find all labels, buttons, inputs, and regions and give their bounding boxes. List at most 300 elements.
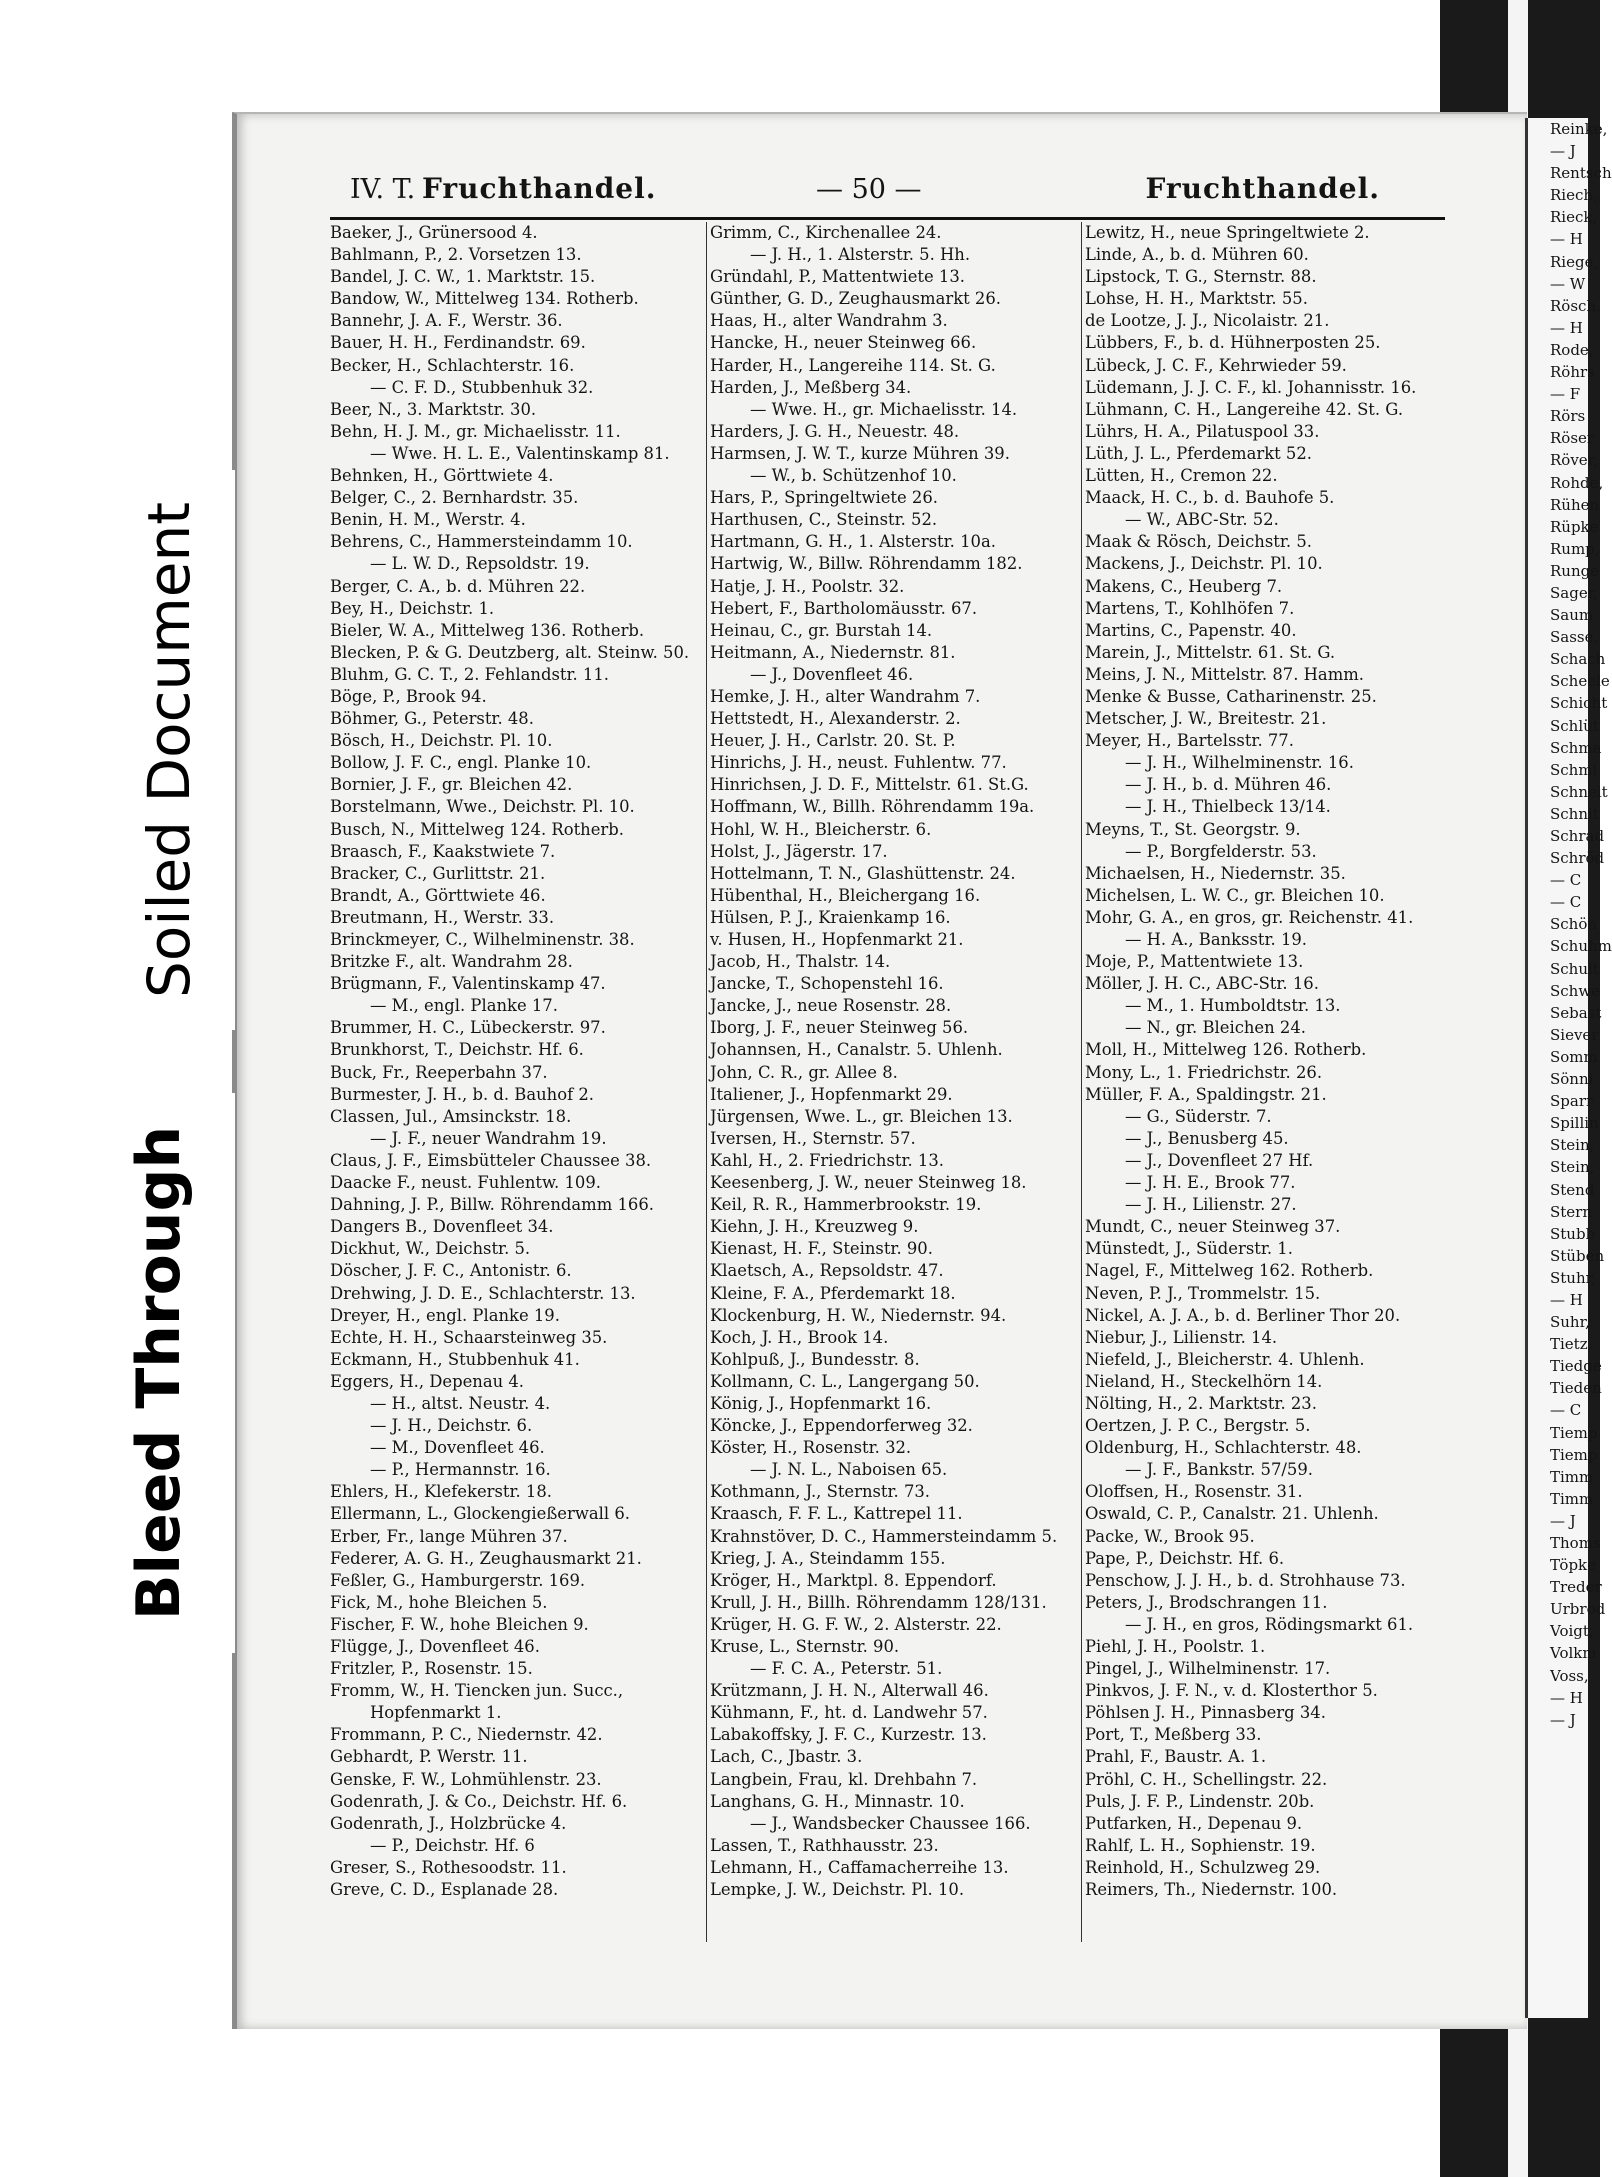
next-page-entry: Thoms: [1550, 1534, 1601, 1552]
directory-entry: Braasch, F., Kaakstwiete 7.: [330, 841, 556, 861]
next-page-entry: — C: [1550, 871, 1582, 890]
directory-entry: Echte, H. H., Schaarsteinweg 35.: [330, 1327, 608, 1347]
directory-entry: Koch, J. H., Brook 14.: [710, 1327, 889, 1347]
directory-entry: Lach, C., Jbastr. 3.: [710, 1747, 863, 1767]
directory-entry: Maack, H. C., b. d. Bauhofe 5.: [1085, 488, 1335, 508]
next-page-entry: Tiemp: [1550, 1445, 1598, 1464]
directory-entry: Nölting, H., 2. Marktstr. 23.: [1085, 1393, 1317, 1413]
directory-entry: — J. H., b. d. Mühren 46.: [1125, 775, 1332, 795]
next-page-entry: Rörs: [1550, 407, 1586, 426]
directory-entry: Oswald, C. P., Canalstr. 21. Uhlenh.: [1085, 1504, 1379, 1524]
directory-entry: Lübeck, J. C. F., Kehrwieder 59.: [1085, 355, 1347, 375]
next-page-entry: Schneit: [1550, 782, 1608, 801]
next-page-entry: Schlüt: [1550, 716, 1599, 735]
directory-entry: Gründahl, P., Mattentwiete 13.: [710, 267, 965, 287]
directory-entry: — G., Süderstr. 7.: [1125, 1106, 1272, 1126]
directory-entry: — J. H., Thielbeck 13/14.: [1125, 797, 1331, 817]
directory-entry: Lohse, H. H., Marktstr. 55.: [1085, 289, 1308, 309]
next-page-entry: Rump,: [1550, 539, 1600, 558]
directory-entry: Lühmann, C. H., Langereihe 42. St. G.: [1085, 399, 1404, 419]
directory-entry: Martins, C., Papenstr. 40.: [1085, 620, 1297, 640]
next-page-entry: Somm: [1550, 1047, 1598, 1066]
directory-entry: Böhmer, G., Peterstr. 48.: [330, 709, 534, 729]
directory-entry: — Wwe. H. L. E., Valentinskamp 81.: [370, 443, 670, 463]
next-page-entry: Saum: [1550, 606, 1594, 625]
directory-entry: Brummer, H. C., Lübeckerstr. 97.: [330, 1018, 606, 1038]
directory-entry: Linde, A., b. d. Mühren 60.: [1085, 245, 1309, 265]
directory-entry: Lehmann, H., Caffamacherreihe 13.: [710, 1857, 1009, 1877]
directory-entry: Johannsen, H., Canalstr. 5. Uhlenh.: [710, 1040, 1003, 1060]
directory-entry: Bey, H., Deichstr. 1.: [330, 598, 495, 618]
directory-entry: — J. N. L., Naboisen 65.: [750, 1460, 948, 1480]
directory-entry: Michelsen, L. W. C., gr. Bleichen 10.: [1085, 885, 1385, 905]
header-rule: [330, 217, 1445, 220]
directory-entry: Breutmann, H., Werstr. 33.: [330, 907, 555, 927]
next-page-entry: Rentsch: [1550, 164, 1612, 183]
directory-entry: Lübbers, F., b. d. Hühnerposten 25.: [1085, 333, 1381, 353]
directory-entry: Hebert, F., Bartholomäusstr. 67.: [710, 598, 978, 618]
next-page-entry: Siever: [1550, 1025, 1599, 1044]
directory-entry: Gebhardt, P. Werstr. 11.: [330, 1747, 528, 1767]
directory-entry: Frommann, P. C., Niedernstr. 42.: [330, 1725, 603, 1745]
next-page-entry: — F: [1550, 385, 1581, 404]
directory-entry: Kruse, L., Sternstr. 90.: [710, 1637, 900, 1656]
next-page-entry: — C: [1550, 1401, 1582, 1420]
directory-entry: Brunkhorst, T., Deichstr. Hf. 6.: [330, 1040, 584, 1060]
directory-entry: Kraasch, F. F. L., Kattrepel 11.: [710, 1504, 963, 1524]
directory-entry: — P., Hermannstr. 16.: [370, 1460, 551, 1480]
directory-entry: Behnken, H., Görttwiete 4.: [330, 466, 554, 486]
directory-entry: Pape, P., Deichstr. Hf. 6.: [1085, 1548, 1285, 1568]
next-page-entry: Schön: [1550, 915, 1598, 934]
directory-entry: Langhans, G. H., Minnastr. 10.: [710, 1791, 965, 1811]
next-page-entry: Röser: [1550, 429, 1595, 448]
directory-entry: Bornier, J. F., gr. Bleichen 42.: [330, 775, 573, 795]
directory-entry: Grimm, C., Kirchenallee 24.: [710, 223, 942, 242]
directory-entry: Meins, J. N., Mittelstr. 87. Hamm.: [1085, 664, 1364, 684]
directory-entry: Putfarken, H., Depenau 9.: [1085, 1813, 1303, 1833]
directory-entry: Nieland, H., Steckelhörn 14.: [1085, 1371, 1323, 1391]
next-page-entry: Röver,: [1550, 451, 1598, 470]
directory-entry: Flügge, J., Dovenfleet 46.: [330, 1637, 540, 1656]
directory-entry: Böge, P., Brook 94.: [330, 686, 487, 706]
directory-entry: Hinrichsen, J. D. F., Mittelstr. 61. St.G.: [710, 775, 1029, 795]
directory-entry: Greve, C. D., Esplanade 28.: [330, 1880, 559, 1900]
directory-entry: Bahlmann, P., 2. Vorsetzen 13.: [330, 245, 582, 265]
next-page-entry: Röhrs: [1550, 363, 1595, 382]
directory-entry: Jürgensen, Wwe. L., gr. Bleichen 13.: [710, 1106, 1013, 1126]
directory-entry: Pöhlsen J. H., Pinnasberg 34.: [1085, 1703, 1326, 1723]
directory-entry: Burmester, J. H., b. d. Bauhof 2.: [330, 1084, 595, 1104]
next-page-entry: Stein,: [1550, 1158, 1595, 1177]
directory-entry: Dangers B., Dovenfleet 34.: [330, 1217, 554, 1237]
section-marker: IV. T.: [350, 174, 416, 205]
directory-entry: Möller, J. H. C., ABC-Str. 16.: [1085, 974, 1319, 994]
next-page-entry: Sager,: [1550, 583, 1598, 602]
directory-entry: Belger, C., 2. Bernhardstr. 35.: [330, 488, 579, 508]
directory-entry: Behrens, C., Hammersteindamm 10.: [330, 532, 633, 552]
next-page-entry: Scheele: [1550, 672, 1610, 691]
next-page-entry: Stein,: [1550, 1136, 1595, 1155]
directory-entry: Jancke, J., neue Rosenstr. 28.: [710, 996, 952, 1016]
directory-entry: Eggers, H., Depenau 4.: [330, 1371, 525, 1391]
directory-entry: — W., ABC-Str. 52.: [1125, 510, 1279, 530]
next-page-entry: Reinke,: [1550, 120, 1608, 138]
next-page-entry: Schrad: [1550, 827, 1605, 845]
next-page-entry: Schwe: [1550, 981, 1601, 1000]
directory-entry: Hartmann, G. H., 1. Alsterstr. 10a.: [710, 532, 996, 552]
directory-entry: Lüth, J. L., Pferdemarkt 52.: [1085, 443, 1313, 463]
next-page-entry: Tietz,: [1550, 1335, 1593, 1354]
entries-column-3: [1085, 222, 1445, 1982]
directory-entry: Behn, H. J. M., gr. Michaelisstr. 11.: [330, 421, 621, 441]
directory-entry: Hoffmann, W., Billh. Röhrendamm 19a.: [710, 797, 1035, 817]
directory-entry: Penschow, J. J. H., b. d. Strohhause 73.: [1085, 1570, 1406, 1590]
page-header: [350, 170, 1380, 216]
directory-entry: Krüger, H. G. F. W., 2. Alsterstr. 22.: [710, 1614, 1002, 1634]
directory-entry: Klaetsch, A., Repsoldstr. 47.: [710, 1261, 944, 1281]
directory-entry: Klockenburg, H. W., Niedernstr. 94.: [710, 1305, 1007, 1325]
directory-entry: Daacke F., neust. Fuhlentw. 109.: [330, 1173, 601, 1193]
next-page-entry: Rohde,: [1550, 473, 1604, 492]
directory-entry: König, J., Hopfenmarkt 16.: [710, 1393, 932, 1413]
next-page-entry: Rüpke: [1550, 517, 1599, 536]
next-page-entry: Rösch,: [1550, 296, 1601, 315]
directory-entry: Greser, S., Rothesoodstr. 11.: [330, 1857, 567, 1877]
directory-entry: Italiener, J., Hopfenmarkt 29.: [710, 1084, 953, 1104]
bleed-through-text: Bleed Through: [124, 1125, 194, 1621]
directory-entry: Federer, A. G. H., Zeughausmarkt 21.: [330, 1548, 642, 1568]
directory-entry: Hartwig, W., Billw. Röhrendamm 182.: [710, 554, 1023, 574]
directory-entry: Meyns, T., St. Georgstr. 9.: [1085, 819, 1301, 839]
directory-entry: Hars, P., Springeltwiete 26.: [710, 488, 938, 508]
directory-entry: Moje, P., Mattentwiete 13.: [1085, 952, 1304, 972]
next-page-entry: — H: [1550, 1688, 1583, 1707]
next-page-entry: — H: [1550, 318, 1583, 337]
directory-entry: Kothmann, J., Sternstr. 73.: [710, 1482, 931, 1502]
next-page-entry: Stern: [1550, 1202, 1593, 1221]
directory-entry: Bandel, J. C. W., 1. Marktstr. 15.: [330, 267, 596, 287]
directory-entry: — J. H., Lilienstr. 27.: [1125, 1195, 1297, 1215]
directory-entry: Fritzler, P., Rosenstr. 15.: [330, 1659, 533, 1679]
directory-entry: Köncke, J., Eppendorferweg 32.: [710, 1416, 973, 1436]
directory-entry: Dickhut, W., Deichstr. 5.: [330, 1239, 531, 1259]
directory-entry: Müller, F. A., Spaldingstr. 21.: [1085, 1084, 1327, 1104]
directory-entry: — J. H. E., Brook 77.: [1125, 1173, 1296, 1193]
directory-entry: Berger, C. A., b. d. Mühren 22.: [330, 576, 586, 596]
directory-entry: Harmsen, J. W. T., kurze Mühren 39.: [710, 443, 1010, 463]
header-title-left: Fruchthandel.: [422, 172, 657, 205]
directory-entry: — F. C. A., Peterstr. 51.: [750, 1659, 943, 1679]
directory-entry: Dreyer, H., engl. Planke 19.: [330, 1305, 560, 1325]
next-page-entry: Stend: [1550, 1180, 1595, 1199]
next-page-entry: — W: [1550, 274, 1586, 293]
next-page-entry: — H: [1550, 230, 1583, 249]
directory-entry: Lührs, H. A., Pilatuspool 33.: [1085, 421, 1320, 441]
next-page-entry: Schuhm: [1550, 937, 1612, 956]
directory-entry: Hopfenmarkt 1.: [370, 1703, 502, 1723]
directory-entry: Bandow, W., Mittelweg 134. Rotherb.: [330, 289, 639, 309]
directory-entry: Hemke, J. H., alter Wandrahm 7.: [710, 686, 981, 706]
directory-entry: Hülsen, P. J., Kraienkamp 16.: [710, 907, 951, 927]
next-page-entry: Schröd: [1550, 849, 1605, 868]
directory-entry: Fromm, W., H. Tiencken jun. Succ.,: [330, 1681, 624, 1701]
directory-entry: Bracker, C., Gurlittstr. 21.: [330, 863, 546, 883]
directory-entry: Brügmann, F., Valentinskamp 47.: [330, 974, 606, 994]
next-page-entry: Urbrod: [1550, 1600, 1606, 1619]
next-page-entry: Schach: [1550, 650, 1606, 669]
entries-column-1: [330, 222, 710, 1982]
directory-entry: Kröger, H., Marktpl. 8. Eppendorf.: [710, 1570, 997, 1590]
directory-entry: Keil, R. R., Hammerbrookstr. 19.: [710, 1195, 982, 1215]
next-page-entry: Rieck,: [1550, 208, 1598, 227]
directory-entry: — H., altst. Neustr. 4.: [370, 1393, 551, 1413]
directory-entry: Blecken, P. & G. Deutzberg, alt. Steinw. 50.: [330, 642, 690, 662]
directory-entry: John, C. R., gr. Allee 8.: [710, 1062, 898, 1082]
directory-entry: Menke & Busse, Catharinenstr. 25.: [1085, 686, 1377, 706]
directory-entry: Borstelmann, Wwe., Deichstr. Pl. 10.: [330, 797, 635, 817]
directory-entry: Bannehr, J. A. F., Werstr. 36.: [330, 311, 563, 331]
next-page-entry: Voigt,: [1550, 1622, 1594, 1641]
directory-entry: — Wwe. H., gr. Michaelisstr. 14.: [750, 399, 1018, 419]
directory-entry: Marein, J., Mittelstr. 61. St. G.: [1085, 642, 1336, 662]
directory-entry: Krahnstöver, D. C., Hammersteindamm 5.: [710, 1526, 1058, 1546]
directory-entry: Bluhm, G. C. T., 2. Fehlandstr. 11.: [330, 664, 609, 684]
directory-entry: Classen, Jul., Amsinckstr. 18.: [330, 1106, 572, 1126]
directory-entry: Lütten, H., Cremon 22.: [1085, 466, 1278, 486]
directory-entry: Feßler, G., Hamburgerstr. 169.: [330, 1570, 586, 1590]
next-page-entry: Sönni: [1550, 1070, 1594, 1089]
directory-entry: Hettstedt, H., Alexanderstr. 2.: [710, 709, 961, 729]
directory-entry: v. Husen, H., Hopfenmarkt 21.: [710, 930, 964, 949]
directory-entry: — L. W. D., Repsoldstr. 19.: [370, 554, 590, 574]
next-page-entry: Schmi: [1550, 760, 1598, 779]
directory-entry: Fischer, F. W., hohe Bleichen 9.: [330, 1614, 589, 1634]
next-page-entry: Schma: [1550, 738, 1602, 757]
next-page-entry: — H: [1550, 1290, 1583, 1309]
directory-entry: Bauer, H. H., Ferdinandstr. 69.: [330, 333, 586, 353]
directory-entry: Prahl, F., Baustr. A. 1.: [1085, 1747, 1267, 1767]
directory-entry: Heuer, J. H., Carlstr. 20. St. P.: [710, 731, 956, 751]
directory-entry: Mundt, C., neuer Steinweg 37.: [1085, 1217, 1341, 1237]
directory-entry: Metscher, J. W., Breitestr. 21.: [1085, 709, 1327, 729]
directory-entry: Harden, J., Meßberg 34.: [710, 377, 912, 397]
next-page-entry: Runge: [1550, 561, 1600, 580]
directory-entry: Piehl, J. H., Poolstr. 1.: [1085, 1637, 1266, 1656]
directory-entry: Port, T., Meßberg 33.: [1085, 1725, 1262, 1745]
directory-entry: Harthusen, C., Steinstr. 52.: [710, 510, 938, 530]
directory-entry: Harder, H., Langereihe 114. St. G.: [710, 355, 996, 375]
next-page-entry: — J: [1550, 1710, 1576, 1729]
directory-entry: Michaelsen, H., Niedernstr. 35.: [1085, 863, 1346, 883]
directory-entry: Lewitz, H., neue Springeltwiete 2.: [1085, 223, 1370, 242]
directory-entry: — J. F., Bankstr. 57/59.: [1125, 1460, 1313, 1480]
directory-entry: Bösch, H., Deichstr. Pl. 10.: [330, 731, 553, 751]
directory-entry: — N., gr. Bleichen 24.: [1125, 1018, 1306, 1038]
directory-entry: Nickel, A. J. A., b. d. Berliner Thor 20.: [1085, 1305, 1401, 1325]
next-page-entry: — C: [1550, 893, 1582, 912]
directory-entry: Mackens, J., Deichstr. Pl. 10.: [1085, 554, 1323, 574]
directory-entry: Brandt, A., Görttwiete 46.: [330, 885, 546, 905]
bleed-through-label: [83, 1093, 235, 1653]
next-page-entry: Rühen: [1550, 495, 1600, 514]
directory-entry: Heinau, C., gr. Burstah 14.: [710, 620, 933, 640]
directory-entry: — C. F. D., Stubbenhuk 32.: [370, 377, 594, 397]
directory-entry: Eckmann, H., Stubbenhuk 41.: [330, 1349, 580, 1369]
directory-entry: Hancke, H., neuer Steinweg 66.: [710, 333, 977, 353]
directory-entry: — J. H., en gros, Rödingsmarkt 61.: [1125, 1614, 1414, 1634]
directory-entry: Jancke, T., Schopenstehl 16.: [710, 974, 944, 994]
directory-entry: Busch, N., Mittelweg 124. Rotherb.: [330, 819, 624, 839]
directory-entry: Köster, H., Rosenstr. 32.: [710, 1438, 912, 1458]
next-page-entry: Tiemp: [1550, 1423, 1598, 1442]
directory-entry: Moll, H., Mittelweg 126. Rotherb.: [1085, 1040, 1367, 1060]
directory-entry: — J. H., Deichstr. 6.: [370, 1416, 533, 1436]
directory-entry: Packe, W., Brook 95.: [1085, 1526, 1255, 1546]
directory-entry: — J. H., 1. Alsterstr. 5. Hh.: [750, 245, 971, 265]
directory-entry: Labakoffsky, J. F. C., Kurzestr. 13.: [710, 1725, 987, 1745]
directory-entry: Benin, H. M., Werstr. 4.: [330, 510, 526, 530]
directory-entry: Genske, F. W., Lohmühlenstr. 23.: [330, 1769, 602, 1789]
directory-entry: Lempke, J. W., Deichstr. Pl. 10.: [710, 1880, 965, 1900]
directory-entry: Langbein, Frau, kl. Drehbahn 7.: [710, 1769, 978, 1789]
directory-entry: — M., Dovenfleet 46.: [370, 1438, 545, 1458]
entries-column-2: [710, 222, 1078, 1982]
directory-entry: Lüdemann, J. J. C. F., kl. Johannisstr. 16.: [1085, 377, 1417, 397]
soiled-document-label: [103, 470, 235, 1030]
header-title-right: Fruchthandel.: [1145, 172, 1380, 205]
directory-entry: Erber, Fr., lange Mühren 37.: [330, 1526, 568, 1546]
directory-entry: Maak & Rösch, Deichstr. 5.: [1085, 532, 1312, 552]
directory-entry: — J. H., Wilhelminenstr. 16.: [1125, 753, 1354, 773]
directory-entry: — J. F., neuer Wandrahm 19.: [370, 1128, 607, 1148]
directory-entry: Kollmann, C. L., Langergang 50.: [710, 1371, 980, 1391]
directory-entry: Kiehn, J. H., Kreuzweg 9.: [710, 1217, 919, 1237]
directory-entry: Reimers, Th., Niedernstr. 100.: [1085, 1880, 1338, 1900]
directory-entry: Pinkvos, J. F. N., v. d. Klosterthor 5.: [1085, 1681, 1378, 1701]
directory-entry: Claus, J. F., Eimsbütteler Chaussee 38.: [330, 1150, 652, 1170]
next-page-entry: Schnit: [1550, 804, 1599, 823]
directory-entry: Harders, J. G. H., Neuestr. 48.: [710, 421, 960, 441]
next-page-entry: Stubb: [1550, 1224, 1596, 1243]
directory-entry: Döscher, J. F. C., Antonistr. 6.: [330, 1261, 572, 1281]
next-page-fragment: [1525, 118, 1612, 2018]
directory-entry: Puls, J. F. P., Lindenstr. 20b.: [1085, 1791, 1315, 1811]
directory-entry: Godenrath, J. & Co., Deichstr. Hf. 6.: [330, 1791, 628, 1811]
directory-entry: Mony, L., 1. Friedrichstr. 26.: [1085, 1062, 1323, 1082]
directory-entry: Iversen, H., Sternstr. 57.: [710, 1128, 916, 1148]
next-page-entry: Sasse,: [1550, 628, 1599, 647]
directory-entry: Oloffsen, H., Rosenstr. 31.: [1085, 1482, 1303, 1502]
next-page-entry: Voss,: [1550, 1666, 1589, 1685]
directory-entry: Krützmann, J. H. N., Alterwall 46.: [710, 1681, 989, 1701]
directory-entry: Ellermann, L., Glockengießerwall 6.: [330, 1504, 630, 1524]
directory-entry: Nagel, F., Mittelweg 162. Rotherb.: [1085, 1261, 1374, 1281]
directory-entry: — J., Dovenfleet 46.: [750, 664, 914, 684]
directory-entry: Lipstock, T. G., Sternstr. 88.: [1085, 267, 1317, 287]
directory-entry: — J., Wandsbecker Chaussee 166.: [750, 1813, 1031, 1833]
directory-entry: Kühmann, F., ht. d. Landwehr 57.: [710, 1703, 988, 1723]
directory-entry: Holst, J., Jägerstr. 17.: [710, 841, 888, 861]
directory-entry: Brinckmeyer, C., Wilhelminenstr. 38.: [330, 930, 635, 949]
directory-entry: — P., Borgfelderstr. 53.: [1125, 841, 1317, 861]
column-divider: [1081, 222, 1082, 1942]
next-page-entry: Riech,: [1550, 186, 1598, 205]
directory-entry: Jacob, H., Thalstr. 14.: [710, 952, 891, 972]
next-page-entry: Volkm: [1550, 1644, 1597, 1663]
directory-entry: Münstedt, J., Süderstr. 1.: [1085, 1239, 1293, 1259]
directory-entry: Oertzen, J. P. C., Bergstr. 5.: [1085, 1416, 1311, 1436]
directory-entry: Günther, G. D., Zeughausmarkt 26.: [710, 289, 1001, 309]
directory-entry: Meyer, H., Bartelsstr. 77.: [1085, 731, 1294, 751]
next-page-entry: Rode,: [1550, 340, 1594, 359]
directory-entry: Rahlf, L. H., Sophienstr. 19.: [1085, 1835, 1316, 1855]
directory-entry: — M., engl. Planke 17.: [370, 996, 558, 1016]
directory-entry: Britzke F., alt. Wandrahm 28.: [330, 952, 573, 972]
directory-entry: Hohl, W. H., Bleicherstr. 6.: [710, 819, 932, 839]
directory-entry: Haas, H., alter Wandrahm 3.: [710, 311, 948, 331]
directory-entry: Niebur, J., Lilienstr. 14.: [1085, 1327, 1278, 1347]
directory-entry: Krull, J. H., Billh. Röhrendamm 128/131.: [710, 1592, 1047, 1612]
next-page-entry: Tieden: [1550, 1379, 1602, 1398]
directory-entry: Neven, P. J., Trommelstr. 15.: [1085, 1283, 1321, 1303]
page-number: — 50 —: [816, 174, 922, 205]
directory-entry: — P., Deichstr. Hf. 6: [370, 1835, 535, 1855]
directory-entry: Oldenburg, H., Schlachterstr. 48.: [1085, 1438, 1362, 1458]
next-page-entry: Timm: [1550, 1489, 1594, 1508]
directory-entry: Kohlpuß, J., Bundesstr. 8.: [710, 1349, 920, 1369]
directory-entry: Dahning, J. P., Billw. Röhrendamm 166.: [330, 1195, 654, 1215]
next-page-entry: Treder: [1550, 1578, 1602, 1597]
directory-entry: Hottelmann, T. N., Glashüttenstr. 24.: [710, 863, 1016, 883]
next-page-entry: Sebast: [1550, 1003, 1602, 1022]
next-page-entry: Suhr,: [1550, 1313, 1590, 1332]
directory-entry: de Lootze, J. J., Nicolaistr. 21.: [1085, 311, 1330, 331]
directory-entry: Keesenberg, J. W., neuer Steinweg 18.: [710, 1173, 1027, 1193]
directory-entry: Hatje, J. H., Poolstr. 32.: [710, 576, 905, 596]
directory-entry: Bollow, J. F. C., engl. Planke 10.: [330, 753, 592, 773]
column-divider: [706, 222, 707, 1942]
directory-entry: — W., b. Schützenhof 10.: [750, 466, 957, 486]
soiled-document-text: Soiled Document: [135, 502, 203, 998]
directory-entry: Godenrath, J., Holzbrücke 4.: [330, 1813, 567, 1833]
directory-entry: Fick, M., hohe Bleichen 5.: [330, 1592, 548, 1612]
directory-entry: — J., Benusberg 45.: [1125, 1128, 1289, 1148]
directory-entry: Mohr, G. A., en gros, gr. Reichenstr. 41.: [1085, 907, 1414, 927]
directory-entry: Martens, T., Kohlhöfen 7.: [1085, 598, 1295, 618]
directory-entry: Krieg, J. A., Steindamm 155.: [710, 1548, 946, 1568]
next-page-entry: Schicht: [1550, 694, 1608, 713]
directory-entry: Kahl, H., 2. Friedrichstr. 13.: [710, 1150, 944, 1170]
directory-entry: Niefeld, J., Bleicherstr. 4. Uhlenh.: [1085, 1349, 1365, 1369]
directory-entry: Beer, N., 3. Marktstr. 30.: [330, 399, 537, 419]
next-page-entry: Riege,: [1550, 252, 1599, 271]
directory-entry: Kleine, F. A., Pferdemarkt 18.: [710, 1283, 956, 1303]
next-page-entry: Schult: [1550, 959, 1599, 978]
directory-entry: Reinhold, H., Schulzweg 29.: [1085, 1857, 1321, 1877]
directory-entry: Ehlers, H., Klefekerstr. 18.: [330, 1482, 552, 1502]
directory-entry: Peters, J., Brodschrangen 11.: [1085, 1592, 1328, 1612]
next-page-entry: Stuhr,: [1550, 1268, 1596, 1287]
next-page-entry: Timm: [1550, 1467, 1594, 1486]
directory-entry: Bieler, W. A., Mittelweg 136. Rotherb.: [330, 620, 645, 640]
directory-entry: — J., Dovenfleet 27 Hf.: [1125, 1150, 1314, 1170]
directory-entry: — H. A., Banksstr. 19.: [1125, 930, 1308, 949]
directory-entry: Kienast, H. F., Steinstr. 90.: [710, 1239, 933, 1259]
next-page-entry: Stüben: [1550, 1246, 1605, 1265]
directory-entry: Pröhl, C. H., Schellingstr. 22.: [1085, 1769, 1328, 1789]
directory-entry: Buck, Fr., Reeperbahn 37.: [330, 1062, 548, 1082]
